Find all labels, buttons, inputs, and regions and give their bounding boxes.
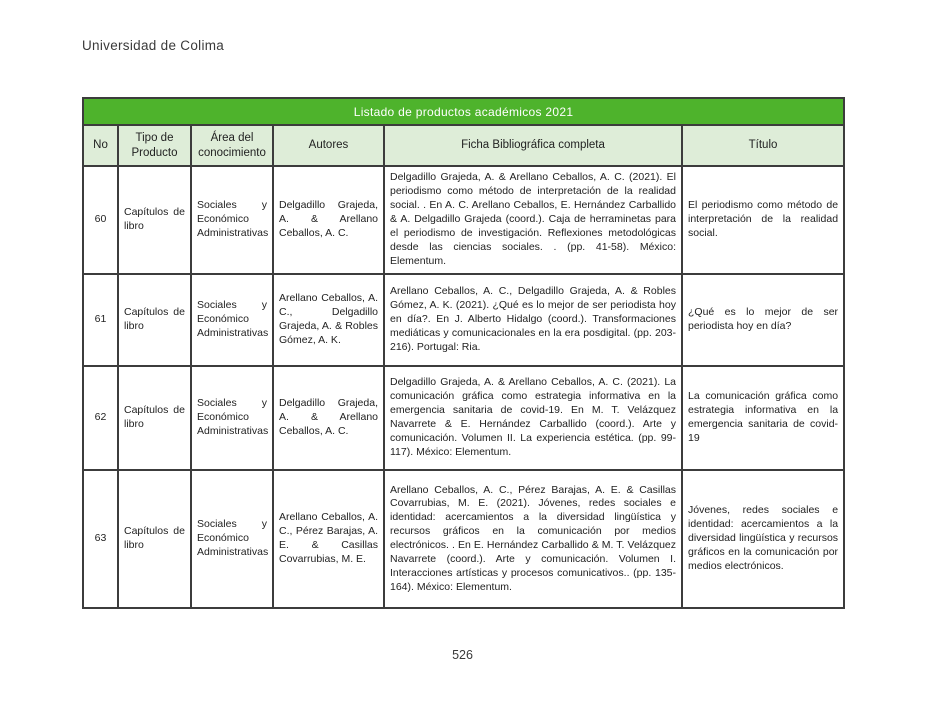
cell-area-conocimiento: Sociales y Económico Administrativas (191, 274, 273, 366)
cell-area-conocimiento: Sociales y Económico Administrativas (191, 366, 273, 470)
column-header-no: No (83, 125, 118, 166)
cell-ficha-bibliografica: Arellano Ceballos, A. C., Delgadillo Grajeda, A. & Robles Gómez, A. K. (2021). ¿Qué es lo mejor de ser periodista hoy en día?. En J. Alberto Hidalgo (coord.). Transformaciones mediáticas y comunicacionales en la era posdigital. (pp. 203-216). Portugal: Ria. (384, 274, 682, 366)
page-number: 526 (452, 648, 473, 662)
column-header-area: Área del conocimiento (191, 125, 273, 166)
column-header-ficha: Ficha Bibliográfica completa (384, 125, 682, 166)
table-row (83, 274, 844, 366)
column-header-autores: Autores (273, 125, 384, 166)
institution-name: Universidad de Colima (82, 38, 225, 53)
cell-tipo-producto: Capítulos de libro (118, 470, 191, 608)
table-title-row (83, 98, 844, 125)
cell-tipo-producto: Capítulos de libro (118, 274, 191, 366)
cell-autores: Delgadillo Grajeda, A. & Arellano Ceballos, A. C. (273, 166, 384, 274)
cell-ficha-bibliografica: Arellano Ceballos, A. C., Pérez Barajas, A. E. & Casillas Covarrubias, M. E. (2021). Jóvenes, redes sociales e identidad: acercamientos a la diversidad lingüística y recursos gráficos en la comunicación por medios electrónicos. . En E. Hernández Carballido & M. T. Velázquez Navarrete (coord.). Arte y comunicación. Volumen I. Interacciones artísticas y procesos comunicativos.. (pp. 135-164). México: Elementum. (384, 470, 682, 608)
cell-ficha-bibliografica: Delgadillo Grajeda, A. & Arellano Ceballos, A. C. (2021). El periodismo como método de interpretación de la realidad social. . En A. C. Arellano Ceballos, E. Hernández Carballido & A. Delgadillo Grajeda (coord.). Caja de herraminetas para el periodismo de investigación. Reflexiones metodológicas desde las ciencias sociales. . (pp. 41-58). México: Elementum. (384, 166, 682, 274)
cell-titulo: El periodismo como método de interpretación de la realidad social. (682, 166, 844, 274)
table-header-row (83, 125, 844, 166)
cell-no: 62 (83, 366, 118, 470)
table-row (83, 470, 844, 608)
cell-area-conocimiento: Sociales y Económico Administrativas (191, 470, 273, 608)
cell-titulo: Jóvenes, redes sociales e identidad: acercamientos a la diversidad lingüística y recursos gráficos en la comunicación por medios electrónicos. (682, 470, 844, 608)
table-row (83, 366, 844, 470)
products-table (82, 97, 845, 609)
column-header-titulo: Título (682, 125, 844, 166)
column-header-tipo: Tipo de Producto (118, 125, 191, 166)
cell-no: 61 (83, 274, 118, 366)
cell-tipo-producto: Capítulos de libro (118, 166, 191, 274)
cell-no: 60 (83, 166, 118, 274)
cell-area-conocimiento: Sociales y Económico Administrativas (191, 166, 273, 274)
cell-ficha-bibliografica: Delgadillo Grajeda, A. & Arellano Ceballos, A. C. (2021). La comunicación gráfica como estrategia informativa en la emergencia sanitaria de covid-19. En M. T. Velázquez Navarrete & E. Hernández Carballido (coord.). Arte y comunicación. Volumen II. La experiencia estética. (pp. 99-117). México: Elementum. (384, 366, 682, 470)
cell-autores: Arellano Ceballos, A. C., Pérez Barajas, A. E. & Casillas Covarrubias, M. E. (273, 470, 384, 608)
cell-no: 63 (83, 470, 118, 608)
cell-tipo-producto: Capítulos de libro (118, 366, 191, 470)
cell-autores: Arellano Ceballos, A. C., Delgadillo Grajeda, A. & Robles Gómez, A. K. (273, 274, 384, 366)
cell-titulo: ¿Qué es lo mejor de ser periodista hoy en día? (682, 274, 844, 366)
table-row (83, 166, 844, 274)
cell-titulo: La comunicación gráfica como estrategia informativa en la emergencia sanitaria de covid-19 (682, 366, 844, 470)
table-title: Listado de productos académicos 2021 (83, 98, 844, 125)
cell-autores: Delgadillo Grajeda, A. & Arellano Ceballos, A. C. (273, 366, 384, 470)
